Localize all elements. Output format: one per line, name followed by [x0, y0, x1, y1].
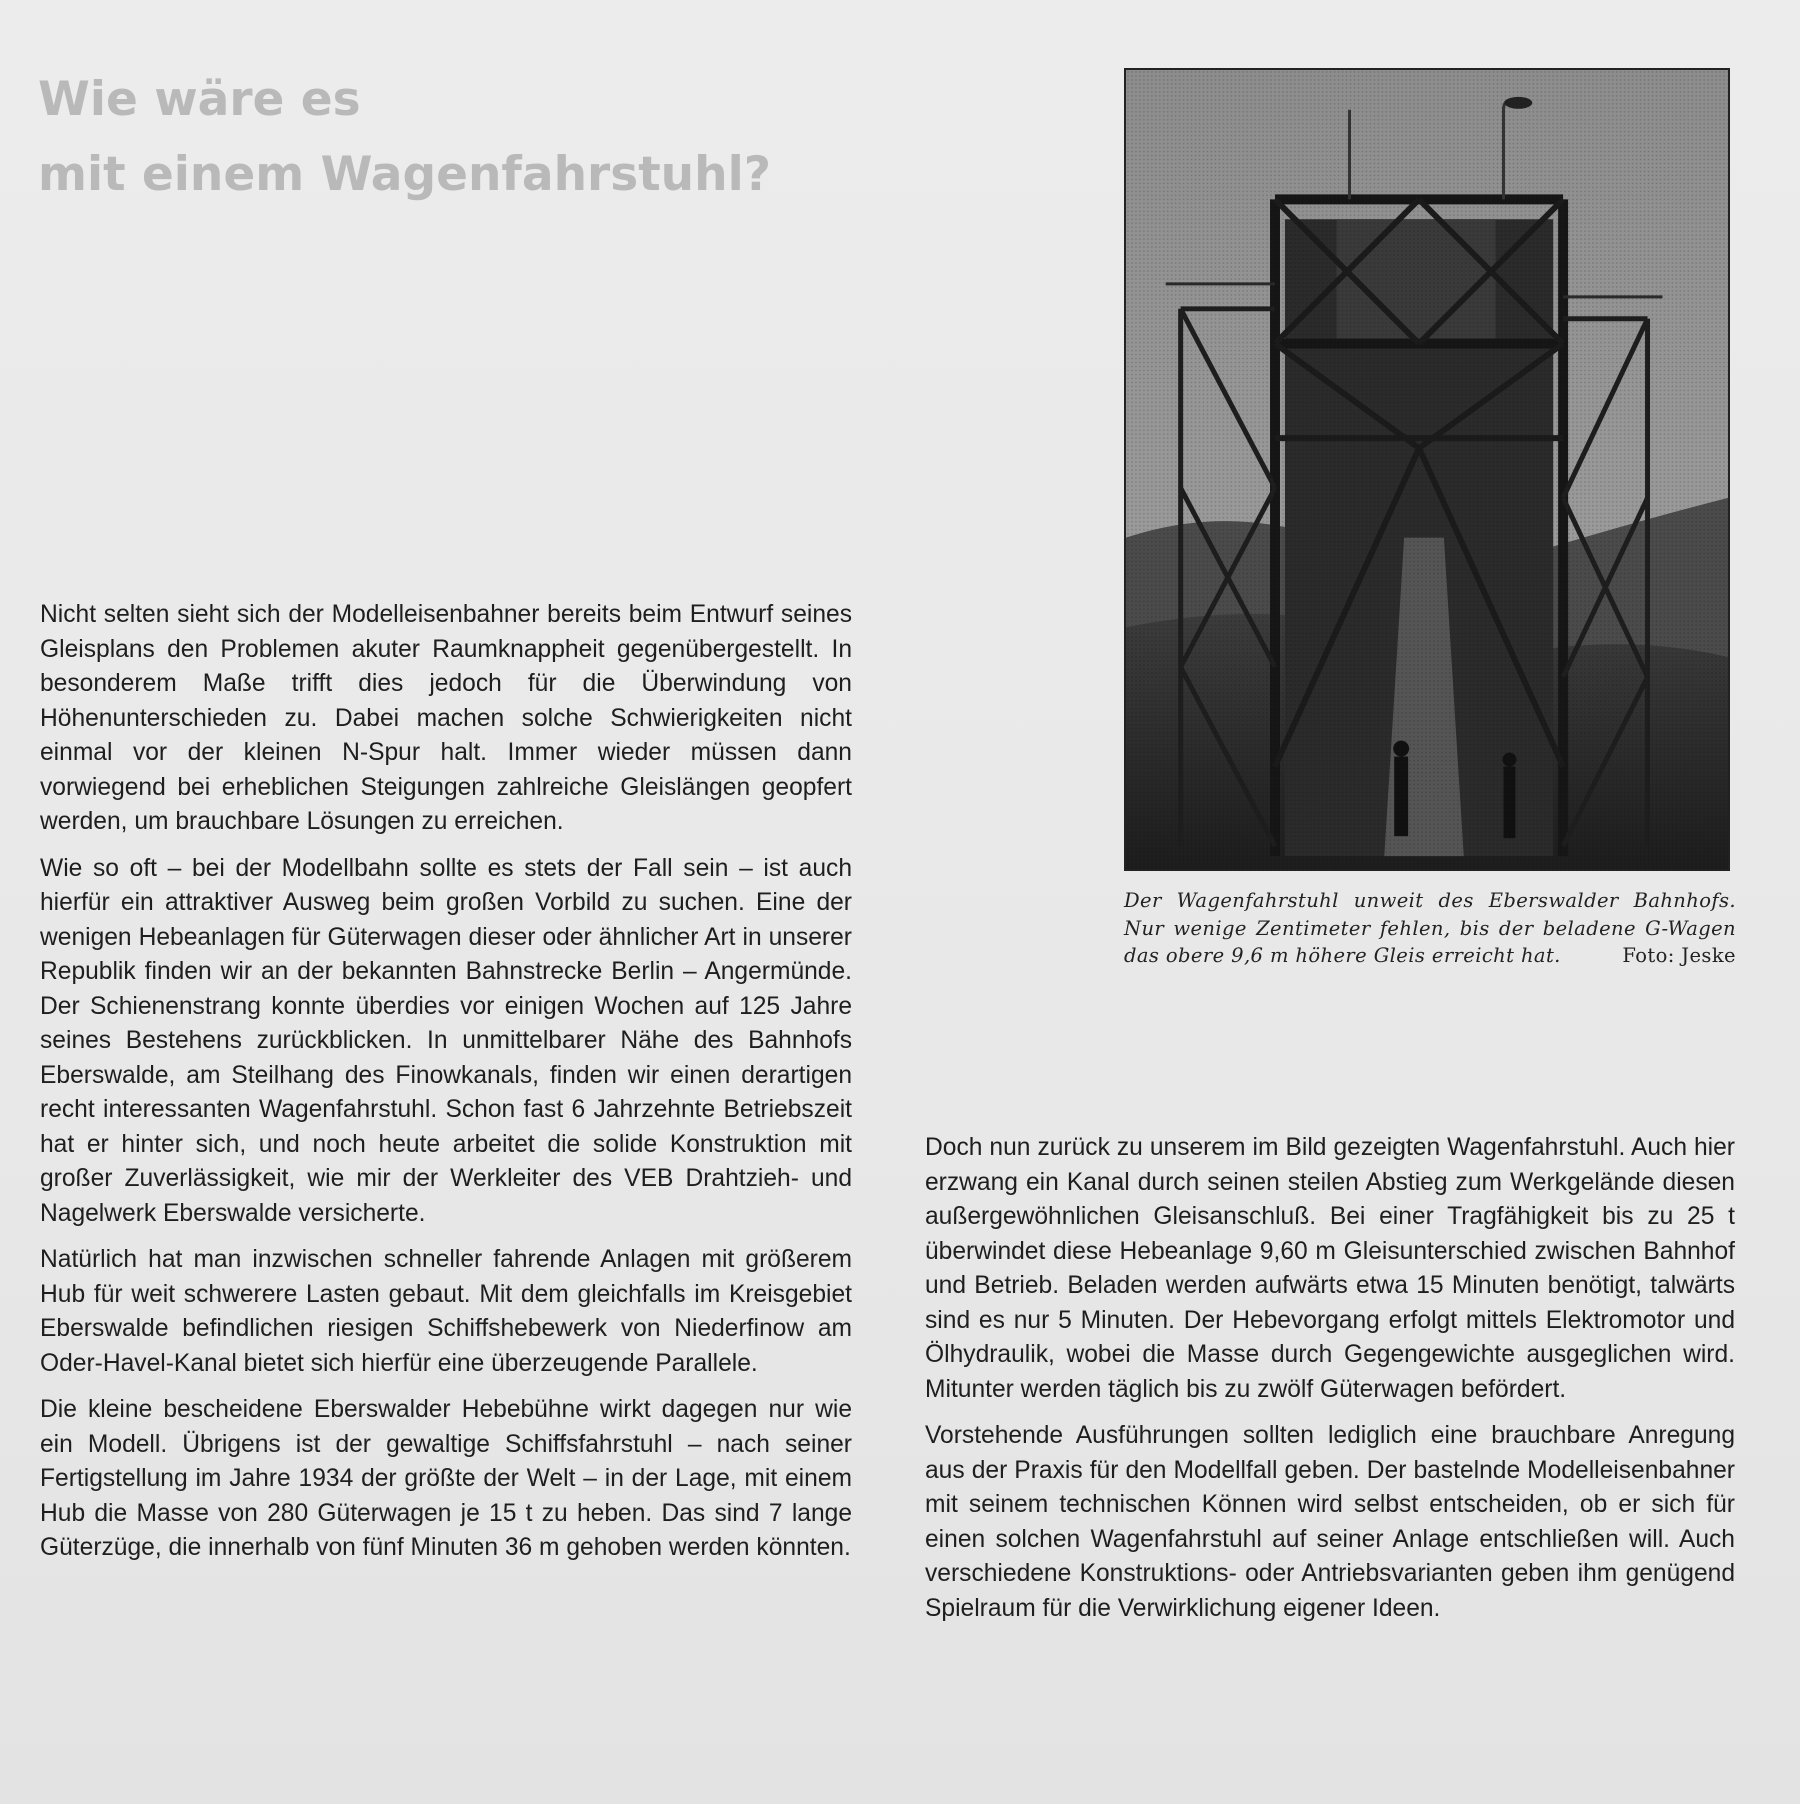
paragraph: Wie so oft – bei der Modellbahn sollte es stets der Fall sein – ist auch hierfür ein attraktiver Ausweg beim großen Vorbild zu suchen. Eine der wenigen Hebeanlagen für Güterwagen dieser oder ähnlicher Art in unserer Republik finden wir an der bekannten Bahnstrecke Berlin – Angermünde. Der Schienenstrang konnte überdies vor einigen Wochen auf 125 Jahre seines Bestehens zurückblicken. In unmittelbarer Nähe des Bahnhofs Eberswalde, am Steilhang des Finowkanals, finden wir einen derartigen recht interessanten Wagenfahrstuhl. Schon fast 6 Jahrzehnte Betriebszeit hat er hinter sich, und noch heute arbeitet die solide Konstruktion mit großer Zuverlässigkeit, wie mir der Werkleiter des VEB Drahtzieh- und Nagelwerk Eberswalde versicherte. [40, 854, 852, 1227]
paragraph: Vorstehende Ausführungen sollten lediglich eine brauchbare Anregung aus der Praxis für den Modellfall geben. Der bastelnde Modelleisenbahner mit seinem technischen Können wird selbst entscheiden, ob er sich für einen solchen Wagenfahrstuhl auf seiner Anlage entschließen will. Auch verschiedene Konstruktions- oder Antriebsvarianten geben ihm genügend Spielraum für die Verwirklichung eigener Ideen. [925, 1422, 1735, 1622]
paragraph: Die kleine bescheidene Eberswalder Hebebühne wirkt dagegen nur wie ein Modell. Übrigens ist der gewaltige Schiffsfahrstuhl – nach seiner Fertigstellung im Jahre 1934 der größte der Welt – in der Lage, mit einem Hub die Masse von 280 Güterwagen je 15 t zu heben. Das sind 7 lange Güterzüge, die innerhalb von fünf Minuten 36 m gehoben werden könnten. [40, 1396, 852, 1561]
paragraph: Doch nun zurück zu unserem im Bild gezeigten Wagenfahrstuhl. Auch hier erzwang ein Kanal durch seinen steilen Abstieg zum Werkgelände diesen außergewöhnlichen Gleisanschluß. Bei einer Tragfähigkeit bis zu 25 t überwindet diese Hebeanlage 9,60 m Gleisunterschied zwischen Bahnhof und Betrieb. Beladen werden aufwärts etwa 15 Minuten benötigt, talwärts sind es nur 5 Minuten. Der Hebevorgang erfolgt mittels Elektromotor und Ölhydraulik, wobei die Masse durch Gegengewichte ausgeglichen wird. Mitunter werden täglich bis zu zwölf Güterwagen befördert. [925, 1134, 1735, 1403]
paragraph: Nicht selten sieht sich der Modelleisenbahner bereits beim Entwurf seines Gleisplans den Problemen akuter Raumknappheit gegenübergestellt. In besonderem Maße trifft dies jedoch für die Überwindung von Höhenunterschieden zu. Dabei machen solche Schwierigkeiten nicht einmal vor der kleinen N-Spur halt. Immer wieder müssen dann vorwiegend bei erheblichen Steigungen zahlreiche Gleislängen geopfert werden, um brauchbare Lösungen zu erreichen. [40, 601, 852, 835]
article-column-left [40, 598, 852, 1578]
photo-caption-text: Der Wagenfahrstuhl unweit des Eberswalder Bahnhofs. Nur wenige Zentimeter fehlen, bis der beladene G-Wagen das obere 9,6 m höhere Gleis erreicht hat. [1124, 889, 1736, 967]
photo-caption [1124, 887, 1736, 970]
headline-line-1: Wie wäre es [38, 72, 361, 127]
photo-credit: Foto: Jeske [1622, 944, 1736, 967]
wagon-lift-photo [1124, 68, 1730, 871]
article-column-right [925, 1131, 1735, 1638]
article-headline [38, 62, 838, 212]
wagon-lift-photo-illustration [1126, 70, 1728, 869]
headline-line-2: mit einem Wagenfahrstuhl? [38, 147, 771, 202]
paragraph: Natürlich hat man inzwischen schneller fahrende Anlagen mit größerem Hub für weit schwerere Lasten gebaut. Mit dem gleichfalls im Kreisgebiet Eberswalde befindlichen riesigen Schiffshebewerk von Niederfinow am Oder-Havel-Kanal bietet sich hierfür eine überzeugende Parallele. [40, 1246, 852, 1377]
